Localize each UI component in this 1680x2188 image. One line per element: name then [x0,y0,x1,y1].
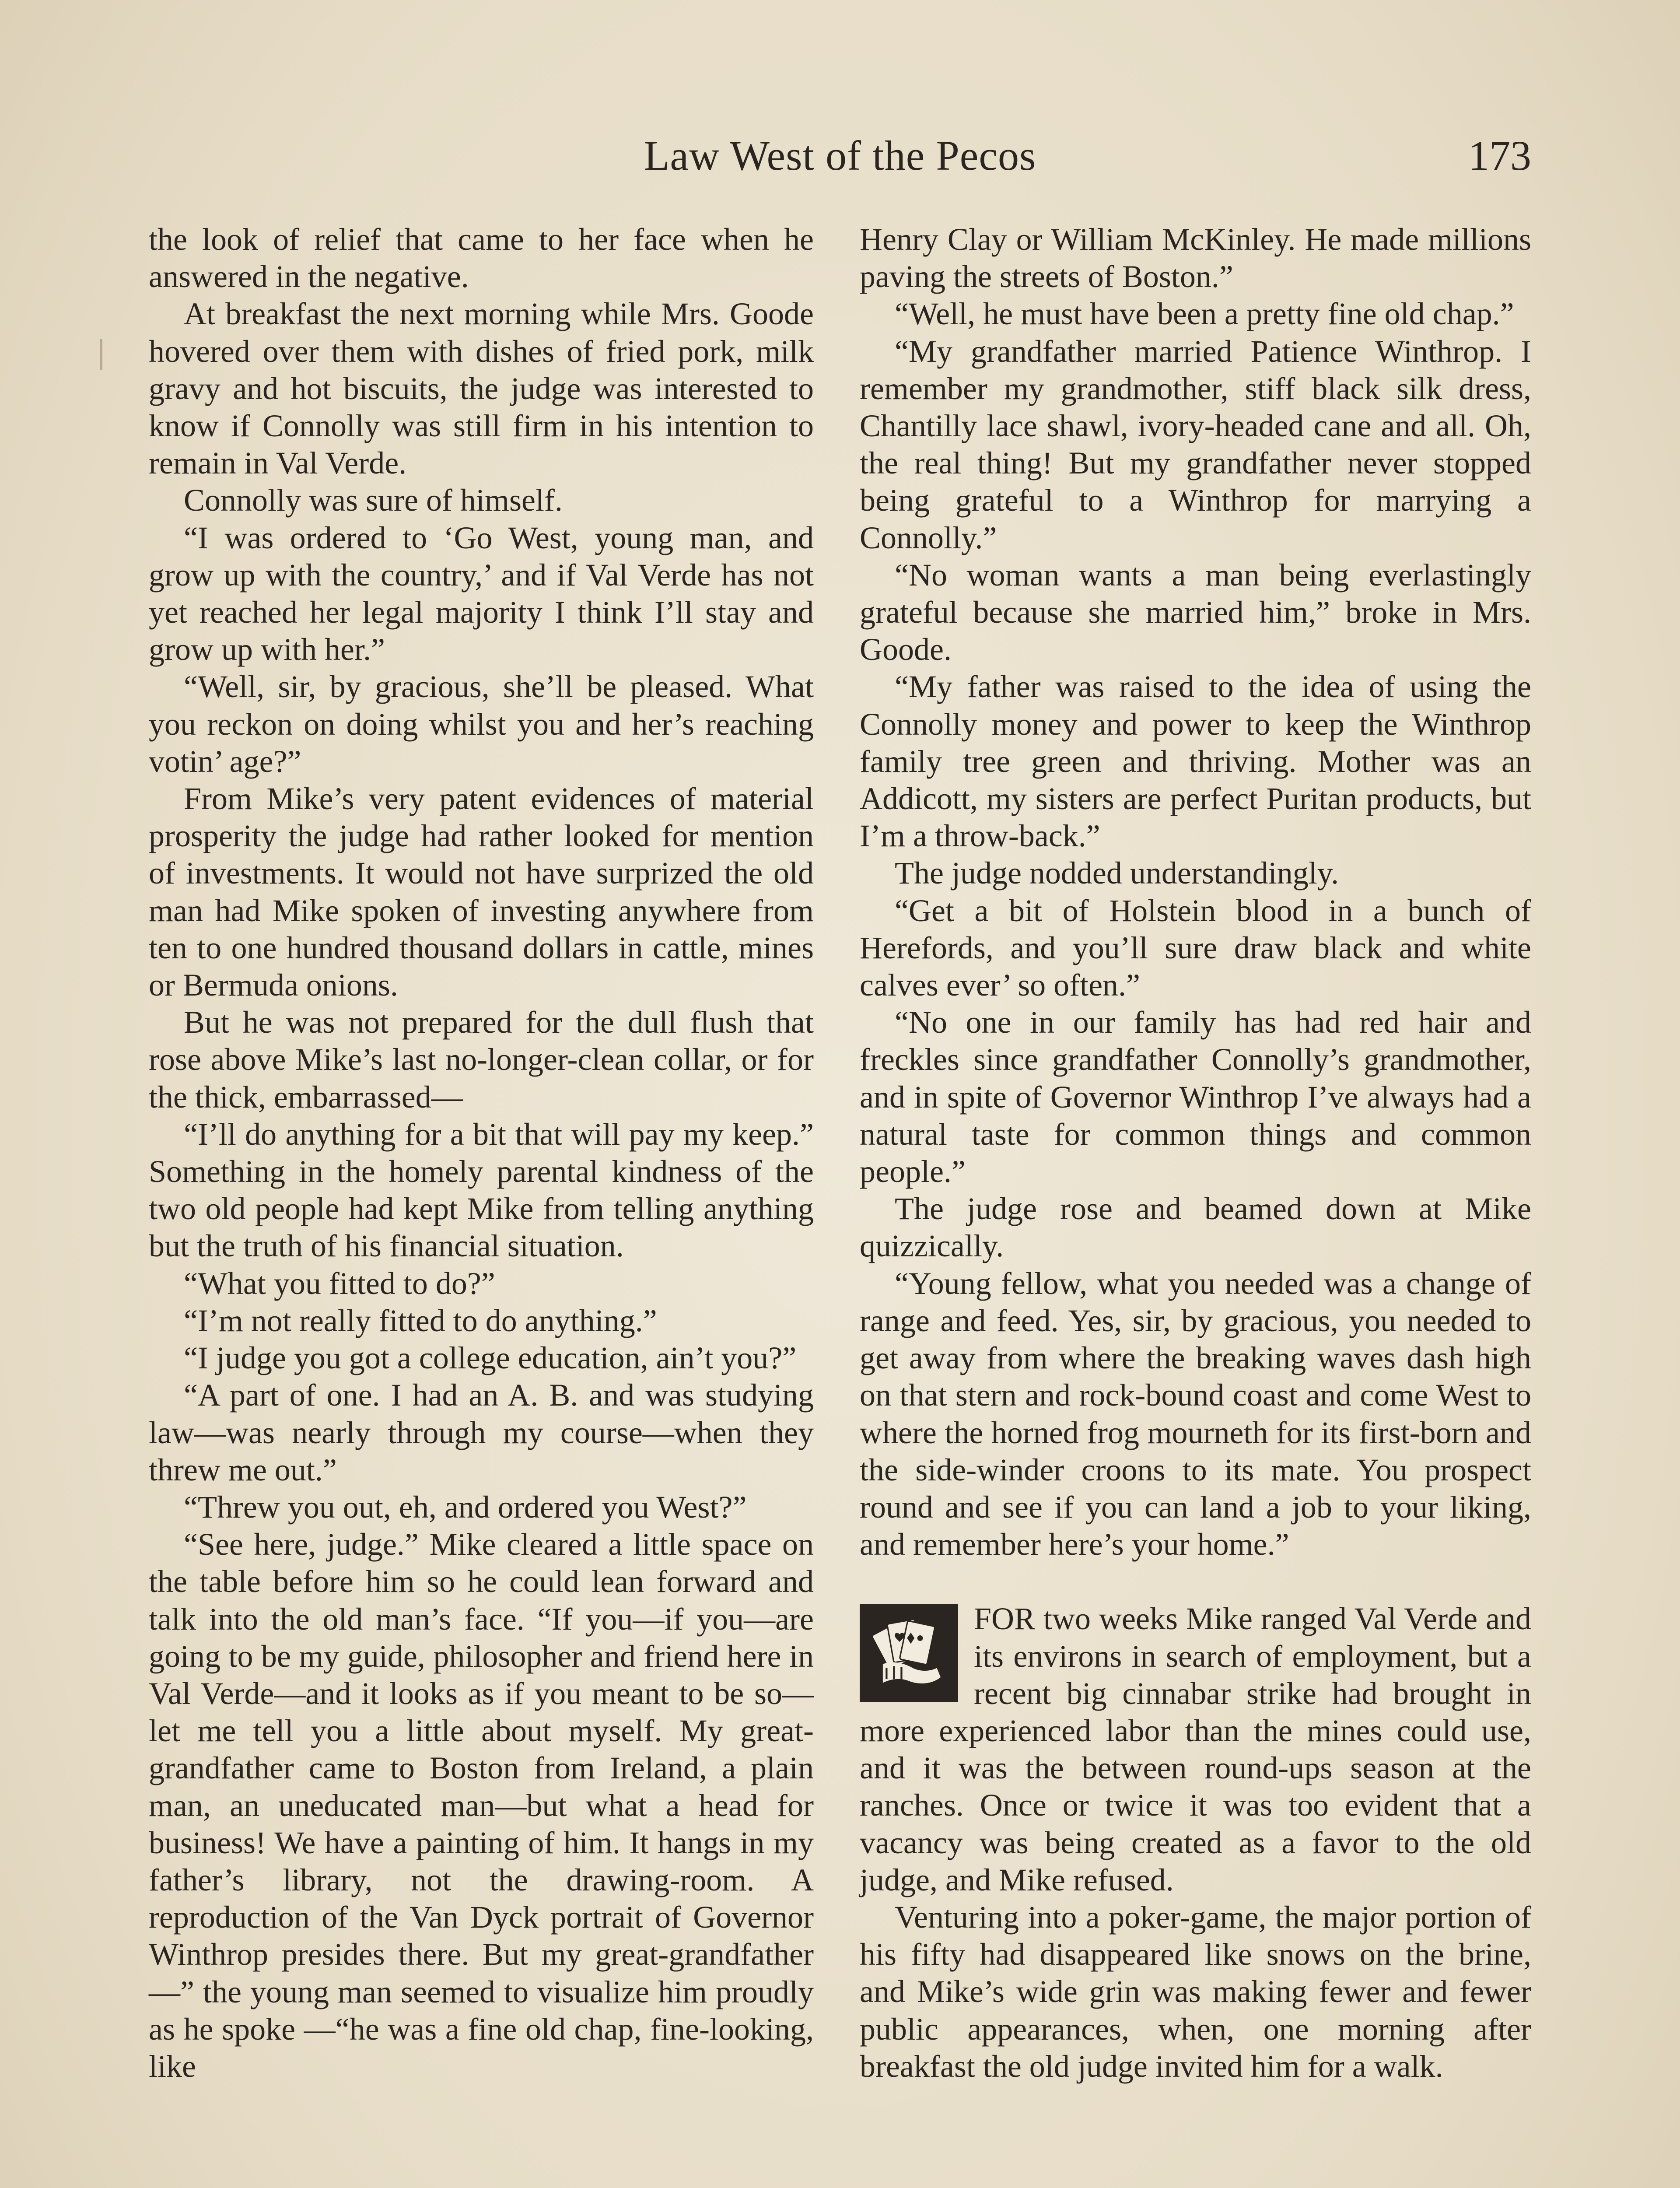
paragraph: From Mike’s very patent evidences of material prosperity the judge had rather looked for mention of investments. It would not have surprized the old man had Mike spoken of investing anywhere from ten to one hundred thousand dollars in cattle, mines or Bermuda onions. [149,781,814,1003]
running-title: Law West of the Pecos [644,132,1036,179]
left-column [149,221,814,2085]
paragraph: “My grandfather married Patience Winthrop. I remember my grandmother, stiff black silk dress, Chantilly lace shawl, ivory-headed cane and all. Oh, the real thing! But my grandfather never stopped being grateful to a Winthrop for marrying a Connolly.” [860,333,1531,555]
paragraph: “See here, judge.” Mike cleared a little space on the table before him so he could lean forward and talk into the old man’s face. “If you—if you—are going to be my guide, philosopher and friend here in Val Verde—and it looks as if you meant to be so—let me tell you a little about myself. My great-grandfather came to Boston from Ireland, a plain man, an uneducated man—but what a head for business! We have a painting of him. It hangs in my father’s library, not the drawing-room. A reproduction of the Van Dyck portrait of Governor Winthrop presides there. But my great-grandfather—” the young man seemed to visualize him proudly as he spoke —“he was a fine old chap, fine-looking, like [149,1527,814,2084]
paragraph: Connolly was sure of himself. [184,483,563,518]
page-number: 173 [1468,132,1531,179]
paragraph: Henry Clay or William McKinley. He made millions paving the streets of Boston.” [860,222,1531,295]
paragraph: “Get a bit of Holstein blood in a bunch of Herefords, and you’ll sure draw black and white calves ever’ so often.” [860,893,1531,1003]
paragraph: “I judge you got a college education, ain’t you?” [184,1340,797,1376]
right-column [860,221,1531,2085]
paragraph: “I’m not really fitted to do anything.” [184,1303,657,1338]
paragraph-dropcap: FOR two weeks Mike ranged Val Verde and its environs in search of employment, but a recent big cinnabar strike had brought in more experienced labor than the mines could use, and it was the between round-ups season at the ranches. Once or twice it was too evident that a vacancy was being created as a favor to the old judge, and Mike refused. [860,1601,1531,1897]
section-break-block [860,1600,1531,1899]
paragraph: “My father was raised to the idea of using the Connolly money and power to keep the Winthrop family tree green and thriving. Mother was an Addicott, my sisters are perfect Puritan products, but I’m a throw-back.” [860,669,1531,854]
page-blemish [100,339,102,370]
paragraph: “What you fitted to do?” [184,1266,495,1301]
paragraph: “A part of one. I had an A. B. and was studying law—was nearly through my course—when they threw me out.” [149,1378,814,1487]
paragraph: “No woman wants a man being everlastingly grateful because she married him,” broke in Mrs. Goode. [860,557,1531,667]
paragraph: “Young fellow, what you needed was a change of range and feed. Yes, sir, by gracious, you needed to get away from where the breaking waves dash high on that stern and rock-bound coast and come West to where the horned frog mourneth for its first-born and the side-winder croons to its mate. You prospect round and see if you can land a job to your liking, and remember here’s your home.” [860,1266,1531,1562]
paragraph: “Well, he must have been a pretty fine old chap.” [895,296,1514,332]
paragraph: Venturing into a poker-game, the major portion of his fifty had disappeared like snows on the brine, and Mike’s wide grin was making fewer and fewer public appearances, when, one morning after breakfast the old judge invited him for a walk. [860,1899,1531,2084]
playing-cards-hand-icon [860,1604,958,1702]
paragraph: The judge nodded understandingly. [895,856,1339,891]
paragraph: “No one in our family has had red hair and freckles since grandfather Connolly’s grandmother, and in spite of Governor Winthrop I’ve always had a natural taste for common things and common people.” [860,1005,1531,1189]
paragraph: “Threw you out, eh, and ordered you West?” [184,1489,747,1525]
paragraph: The judge rose and beamed down at Mike quizzically. [860,1191,1531,1264]
paragraph: “Well, sir, by gracious, she’ll be pleased. What you reckon on doing whilst you and her’s reaching votin’ age?” [149,669,814,779]
paragraph: “I’ll do anything for a bit that will pay my keep.” Something in the homely parental kindness of the two old people had kept Mike from telling anything but the truth of his financial situation. [149,1116,814,1264]
running-head [149,131,1531,193]
paragraph: “I was ordered to ‘Go West, young man, and grow up with the country,’ and if Val Verde has not yet reached her legal majority I think I’ll stay and grow up with her.” [149,520,814,667]
paragraph: the look of relief that came to her face when he answered in the negative. [149,222,814,295]
paragraph: But he was not prepared for the dull flush that rose above Mike’s last no-longer-clean collar, or for the thick, embarrassed— [149,1005,814,1115]
paragraph: At breakfast the next morning while Mrs. Goode hovered over them with dishes of fried pork, milk gravy and hot biscuits, the judge was interested to know if Connolly was still firm in his intention to remain in Val Verde. [149,296,814,481]
